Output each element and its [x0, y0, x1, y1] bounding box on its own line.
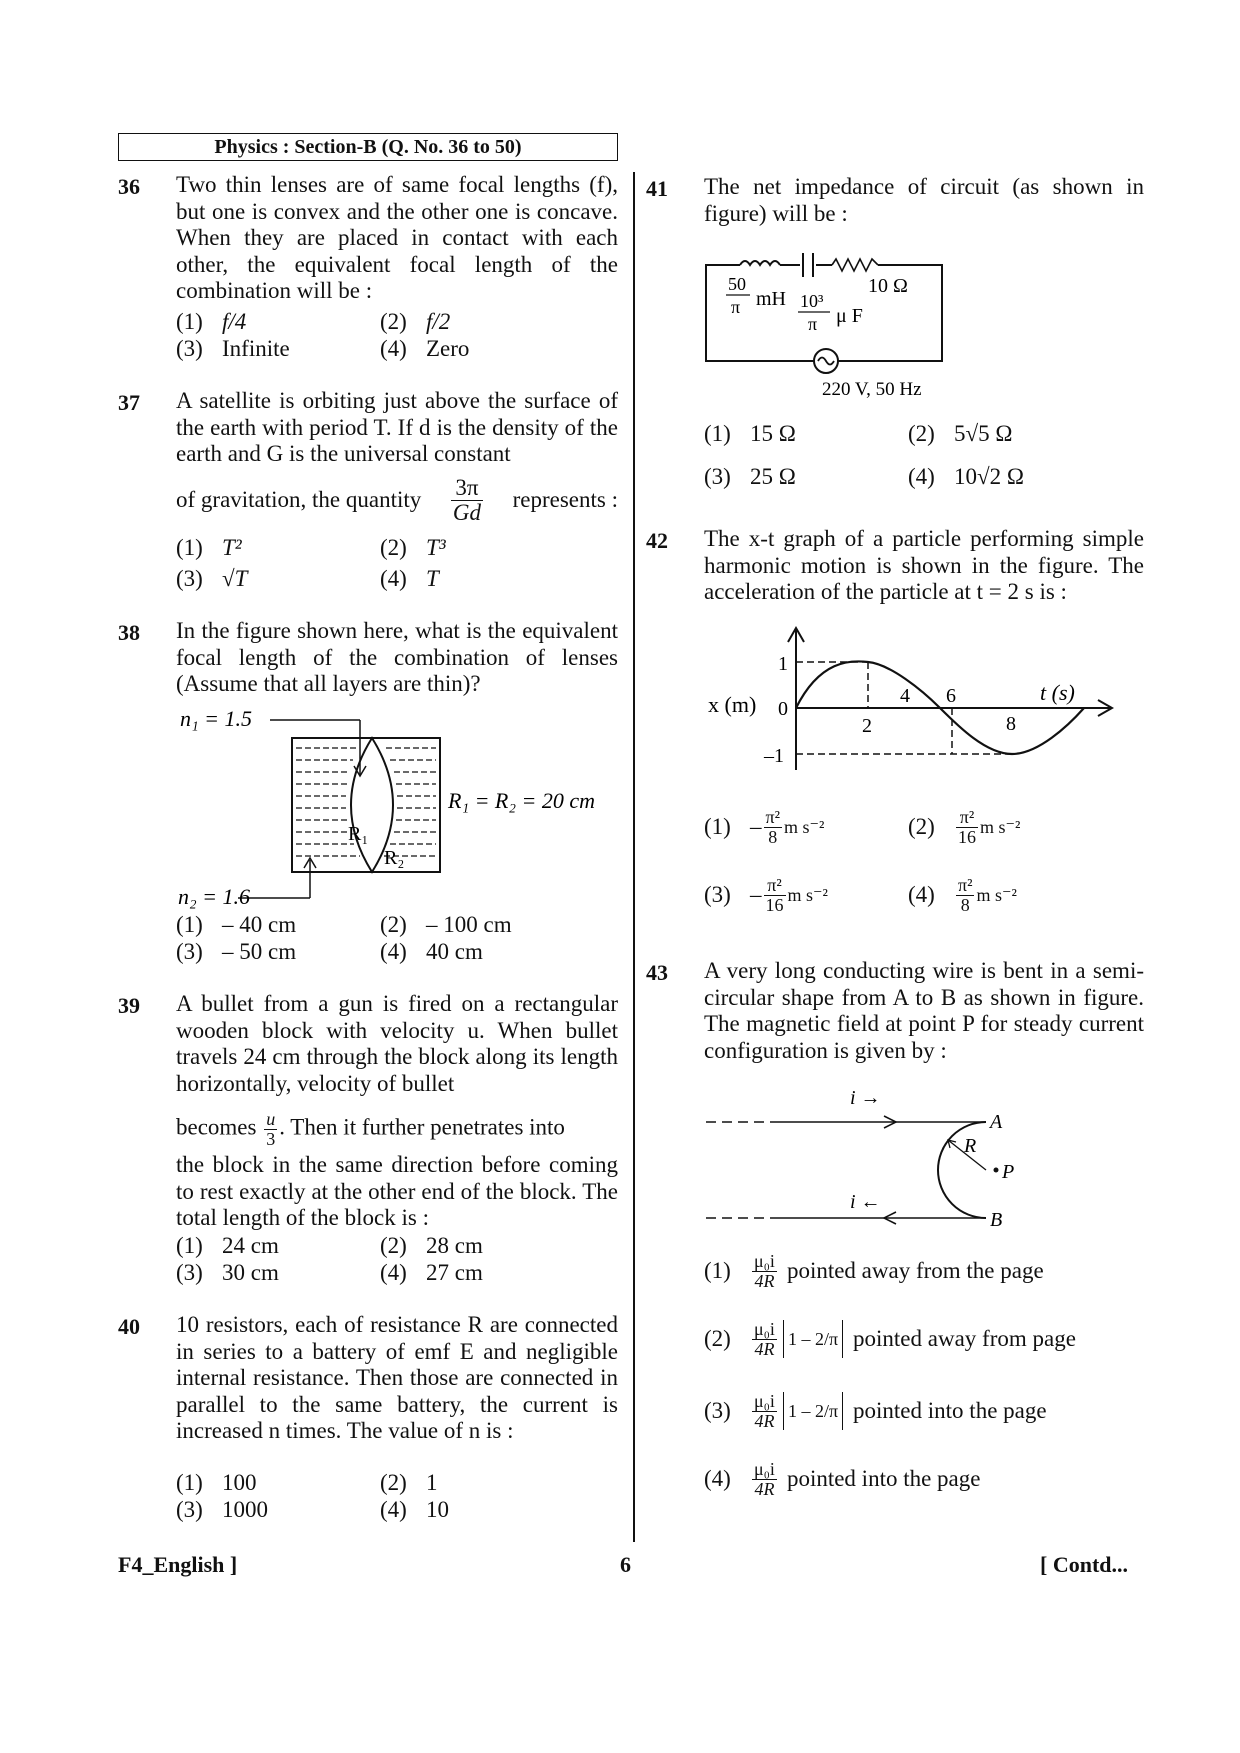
question-39-text: A bullet from a gun is fired on a rectangular wooden block with velocity u. When bullet travels 24 cm through the block along its length horizontally, velocity of bullet	[176, 991, 618, 1096]
q43-option-4: (4) $\frac{\text{μ₀i}}{4R}$ pointed into the page	[704, 1459, 981, 1499]
question-number-42: 42	[646, 528, 668, 553]
footer-left: F4_English ]	[118, 1552, 238, 1577]
point-a-label: A	[990, 1111, 1003, 1133]
question-38-text: In the figure shown here, what is the equivalent focal length of the combination of lenses (Assume that all layers are thin)?	[176, 618, 618, 696]
q40-option-1: (1) 100	[176, 1470, 257, 1495]
q39-option-3: (3) 30 cm	[176, 1260, 279, 1285]
q42-option-3: (3) – $\frac{\text{π²}}{16}$ m s⁻²	[704, 875, 828, 915]
current-top-label: i →	[850, 1087, 881, 1109]
q38-option-2: (2) – 100 cm	[380, 912, 512, 937]
x-tick-8: 8	[1006, 713, 1016, 735]
q42-option-2: (2) $\frac{\text{π²}}{16}$ m s⁻²	[908, 807, 1021, 847]
q42-option-1: (1) – $\frac{\text{π²}}{8}$ m s⁻²	[704, 807, 825, 847]
question-41-text: The net impedance of circuit (as shown in figure) will be :	[704, 174, 1144, 226]
point-p-label: P	[1002, 1161, 1015, 1183]
radius-r-label: R	[964, 1135, 977, 1157]
question-36-text: Two thin lenses are of same focal lengths (f), but one is convex and the other one is concave. When they are placed in contact with each other, the equivalent focal length of the combination will be :	[176, 172, 618, 303]
resistor-label: 10 Ω	[868, 275, 908, 297]
q36-option-2: (2) f/2	[380, 309, 451, 334]
q38-option-4: (4) 40 cm	[380, 939, 483, 964]
q43-option-3: (3) $\frac{\text{μ₀i}}{4R}$ 1 – 2/π pointed into the page	[704, 1391, 1047, 1431]
q37-fraction: $\frac{3\pi}{Gd}$	[452, 475, 481, 526]
x-axis-label: t (s)	[1040, 680, 1075, 705]
y-tick-0: 0	[778, 698, 788, 720]
x-tick-6: 6	[946, 685, 956, 707]
question-number-39: 39	[118, 993, 140, 1018]
inductor-unit: mH	[756, 288, 786, 310]
q43-option-2: (2) $\frac{\text{μ₀i}}{4R}$ 1 – 2/π pointed away from page	[704, 1319, 1076, 1359]
q40-option-3: (3) 1000	[176, 1497, 268, 1522]
current-bottom-label: i ←	[850, 1191, 881, 1213]
q40-option-2: (2) 1	[380, 1470, 438, 1495]
q41-option-2: (2) 5√5 Ω	[908, 421, 1013, 446]
question-number-43: 43	[646, 960, 668, 985]
question-39-text-line2: becomes $\frac{u}{3}$ . Then it further penetrates into	[176, 1109, 565, 1149]
y-tick-1: 1	[778, 653, 788, 675]
r1-label: R₁	[348, 823, 369, 845]
question-number-36: 36	[118, 174, 140, 199]
question-number-41: 41	[646, 176, 668, 201]
question-37-text: A satellite is orbiting just above the surface of the earth with period T. If d is the density of the earth and G is the universal constant	[176, 388, 618, 466]
q38-option-1: (1) – 40 cm	[176, 912, 297, 937]
question-37-text-line2: of gravitation, the quantity $\frac{3\pi}{Gd}$ represents :	[176, 475, 618, 526]
q38-option-3: (3) – 50 cm	[176, 939, 297, 964]
inductor-denominator: π	[731, 297, 741, 317]
n1-label: n₁ = 1.5	[180, 706, 252, 731]
capacitor-numerator: 10³	[800, 291, 824, 311]
q36-option-4: (4) Zero	[380, 336, 470, 361]
q37-option-1: (1) T²	[176, 535, 242, 560]
q39-option-2: (2) 28 cm	[380, 1233, 483, 1258]
capacitor-unit: μ F	[836, 305, 863, 327]
capacitor-denominator: π	[808, 314, 818, 334]
question-39-text-line3: the block in the same direction before coming to rest exactly at the other end of the block. The total length of the block is :	[176, 1152, 618, 1230]
question-43-text: A very long conducting wire is bent in a semi-circular shape from A to B as shown in figure. The magnetic field at point P for steady current configuration is given by :	[704, 958, 1144, 1063]
q41-option-3: (3) 25 Ω	[704, 464, 796, 489]
q40-option-4: (4) 10	[380, 1497, 449, 1522]
r2-label: R₂	[384, 847, 405, 869]
q43-option-1: (1) $\frac{\text{μ₀i}}{4R}$ pointed away from the page	[704, 1251, 1044, 1291]
y-tick-minus-1: –1	[764, 745, 784, 767]
radius-label: R₁ = R₂ = 20 cm	[448, 788, 596, 813]
q37-option-2: (2) T³	[380, 535, 446, 560]
q41-option-4: (4) 10√2 Ω	[908, 464, 1024, 489]
question-number-37: 37	[118, 390, 140, 415]
x-tick-4: 4	[900, 685, 910, 707]
lens-combination-figure	[170, 700, 630, 910]
footer-right: [ Contd...	[1040, 1552, 1129, 1577]
q37-option-3: (3) √T	[176, 566, 248, 591]
question-number-40: 40	[118, 1314, 140, 1339]
column-divider	[633, 172, 635, 1542]
shm-xt-graph	[700, 620, 1120, 780]
q36-option-3: (3) Infinite	[176, 336, 290, 361]
q42-option-4: (4) $\frac{\text{π²}}{8}$ m s⁻²	[908, 875, 1017, 915]
q37-option-4: (4) T	[380, 566, 439, 591]
q41-option-1: (1) 15 Ω	[704, 421, 796, 446]
semicircle-wire-figure	[700, 1080, 1040, 1230]
q39-option-4: (4) 27 cm	[380, 1260, 483, 1285]
n2-label: n₂ = 1.6	[178, 884, 250, 909]
question-40-text: 10 resistors, each of resistance R are connected in series to a battery of emf E and negligible internal resistance. Then those are connected in parallel to the same battery, the current is increased n times. The value of n is :	[176, 1312, 618, 1443]
section-header: Physics : Section-B (Q. No. 36 to 50)	[118, 133, 618, 161]
source-label: 220 V, 50 Hz	[822, 379, 922, 400]
rlc-circuit-figure	[700, 245, 960, 405]
page-number: 6	[620, 1552, 631, 1577]
point-b-label: B	[990, 1209, 1003, 1230]
q36-option-1: (1) f/4	[176, 309, 247, 334]
q39-option-1: (1) 24 cm	[176, 1233, 279, 1258]
question-number-38: 38	[118, 620, 140, 645]
question-42-text: The x-t graph of a particle performing simple harmonic motion is shown in the figure. The acceleration of the particle at t = 2 s is :	[704, 526, 1144, 604]
x-tick-2: 2	[862, 715, 872, 737]
y-axis-label: x (m)	[708, 692, 757, 717]
inductor-numerator: 50	[728, 274, 746, 294]
